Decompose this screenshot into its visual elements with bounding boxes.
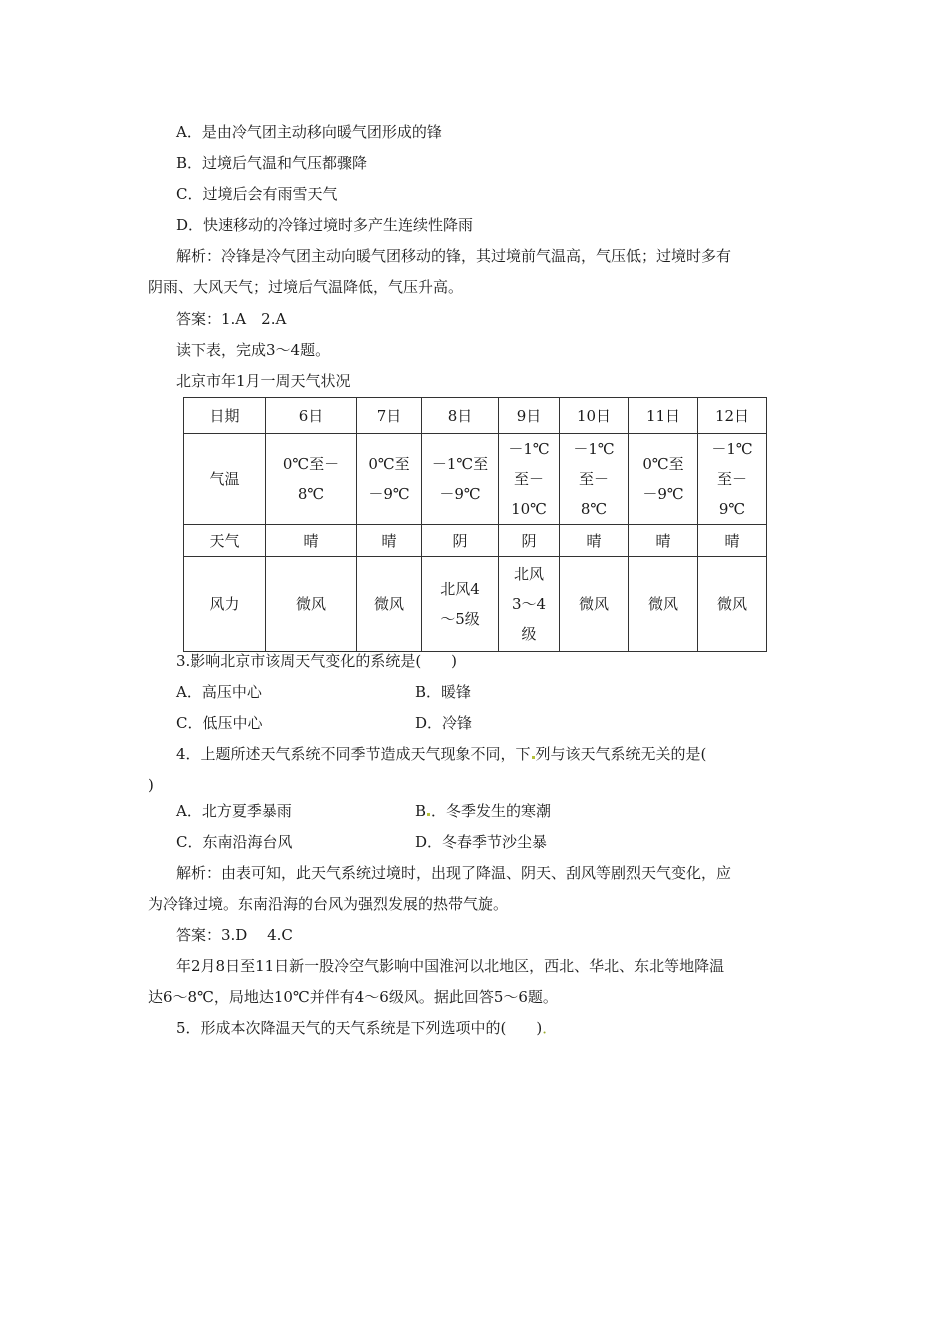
- table-header-cell: 10日: [560, 398, 629, 434]
- table-row-weather: [184, 525, 767, 557]
- wind-cell: [629, 557, 698, 652]
- analysis-line: 为冷锋过境。东南沿海的台风为强烈发展的热带气旋。: [148, 895, 509, 913]
- weather-cell: 晴: [266, 525, 357, 557]
- option-b: B．暖锋: [415, 683, 472, 701]
- temp-line: 8℃: [297, 485, 325, 503]
- temp-line: 9℃: [718, 500, 746, 518]
- temp-line: －9℃: [368, 485, 410, 503]
- passage-line: 年2月8日至11日新一股冷空气影响中国淮河以北地区，西北、华北、东北等地降温: [176, 957, 725, 975]
- table-header-cell: 日期: [184, 398, 266, 434]
- wind-line: 微风: [578, 595, 609, 613]
- option-text: ．冬季发生的寒潮: [431, 802, 552, 820]
- temp-cell: [266, 434, 357, 525]
- stem-part: 4．上题所述天气系统不同季节造成天气现象不同，下: [176, 745, 531, 763]
- option-d: D．冷锋: [415, 714, 473, 732]
- temp-cell: [560, 434, 629, 525]
- wind-line: 微风: [716, 595, 747, 613]
- option-letter: B: [415, 802, 427, 820]
- temp-line: 至－: [578, 470, 609, 488]
- row-label-temperature: 气温: [184, 434, 266, 525]
- option-c: C．东南沿海台风: [176, 833, 293, 851]
- table-header-cell: 9日: [499, 398, 560, 434]
- weather-cell: 晴: [560, 525, 629, 557]
- analysis-line: 解析：冷锋是冷气团主动向暖气团移动的锋，其过境前气温高，气压低；过境时多有: [176, 247, 732, 265]
- wind-line: 级: [521, 625, 537, 643]
- wind-line: 微风: [295, 595, 326, 613]
- table-header-cell: 7日: [357, 398, 422, 434]
- passage-line: 达6～8℃，局地达10℃并伴有4～6级风。据此回答5～6题。: [148, 988, 558, 1006]
- wind-cell: [357, 557, 422, 652]
- temp-line: 至－: [716, 470, 747, 488]
- temp-line: －1℃: [508, 440, 550, 458]
- temp-cell: [422, 434, 499, 525]
- weather-cell: 阴: [422, 525, 499, 557]
- option-c: C．过境后会有雨雪天气: [176, 185, 338, 203]
- temp-line: 至－: [513, 470, 544, 488]
- weather-cell: 晴: [698, 525, 767, 557]
- wind-cell: [698, 557, 767, 652]
- wind-line: ～5级: [440, 610, 480, 628]
- row-label-weather: 天气: [184, 525, 266, 557]
- weather-cell: 阴: [499, 525, 560, 557]
- temp-line: 8℃: [580, 500, 608, 518]
- weather-cell: 晴: [357, 525, 422, 557]
- answer-line: 答案：1.A 2.A: [176, 310, 287, 328]
- analysis-line: 解析：由表可知，此天气系统过境时，出现了降温、阴天、刮风等剧烈天气变化，应: [176, 864, 732, 882]
- table-title: 北京市年1月一周天气状况: [176, 372, 351, 390]
- temp-line: －9℃: [642, 485, 684, 503]
- temp-line: －1℃至: [431, 455, 489, 473]
- option-a: A．北方夏季暴雨: [176, 802, 292, 820]
- option-d: D．快速移动的冷锋过境时多产生连续性降雨: [176, 216, 474, 234]
- table-row-temperature: [184, 434, 767, 525]
- highlight-mark: [532, 756, 535, 759]
- wind-cell: [266, 557, 357, 652]
- answer-line: 答案：3.D 4.C: [176, 926, 293, 944]
- analysis-line: 阴雨、大风天气；过境后气温降低，气压升高。: [148, 278, 464, 296]
- option-c: C．低压中心: [176, 714, 263, 732]
- temp-cell: [499, 434, 560, 525]
- temp-line: 10℃: [511, 500, 547, 518]
- question-stem: [176, 1018, 557, 1038]
- stem-text: 5．形成本次降温天气的天气系统是下列选项中的( ): [176, 1019, 543, 1037]
- wind-cell: [560, 557, 629, 652]
- temp-line: －1℃: [711, 440, 753, 458]
- wind-line: 北风: [513, 565, 544, 583]
- option-a: A．是由冷气团主动移向暖气团形成的锋: [176, 123, 442, 141]
- wind-line: 微风: [373, 595, 404, 613]
- question-stem-end: ): [148, 776, 154, 794]
- temp-line: 0℃至: [642, 455, 684, 473]
- temp-line: 0℃至: [368, 455, 410, 473]
- option-d: D．冬春季节沙尘暴: [415, 833, 548, 851]
- weather-cell: 晴: [629, 525, 698, 557]
- option-a: A．高压中心: [176, 683, 262, 701]
- temp-cell: [698, 434, 767, 525]
- table-header-cell: 8日: [422, 398, 499, 434]
- table-header-cell: 11日: [629, 398, 698, 434]
- question-stem: 3.影响北京市该周天气变化的系统是( ): [176, 652, 458, 670]
- question-stem: [176, 744, 706, 764]
- table-header-cell: 6日: [266, 398, 357, 434]
- wind-line: 微风: [647, 595, 678, 613]
- wind-line: 北风4: [440, 580, 480, 598]
- wind-line: 3～4: [511, 595, 547, 613]
- option-b: [415, 801, 551, 821]
- temp-line: －1℃: [573, 440, 615, 458]
- table-header-row: [184, 398, 767, 434]
- weather-table: [183, 397, 767, 652]
- temp-cell: [357, 434, 422, 525]
- stem-end: ．: [542, 1019, 558, 1037]
- table-header-cell: 12日: [698, 398, 767, 434]
- temp-line: －9℃: [439, 485, 481, 503]
- temp-cell: [629, 434, 698, 525]
- option-b: B．过境后气温和气压都骤降: [176, 154, 368, 172]
- row-label-wind: 风力: [184, 557, 266, 652]
- highlight-mark: [427, 813, 430, 816]
- wind-cell: [499, 557, 560, 652]
- table-row-wind: [184, 557, 767, 652]
- temp-line: 0℃至－: [282, 455, 340, 473]
- wind-cell: [422, 557, 499, 652]
- stem-part: 列与该天气系统无关的是(: [535, 745, 707, 763]
- question-intro: 读下表，完成3～4题。: [176, 341, 331, 359]
